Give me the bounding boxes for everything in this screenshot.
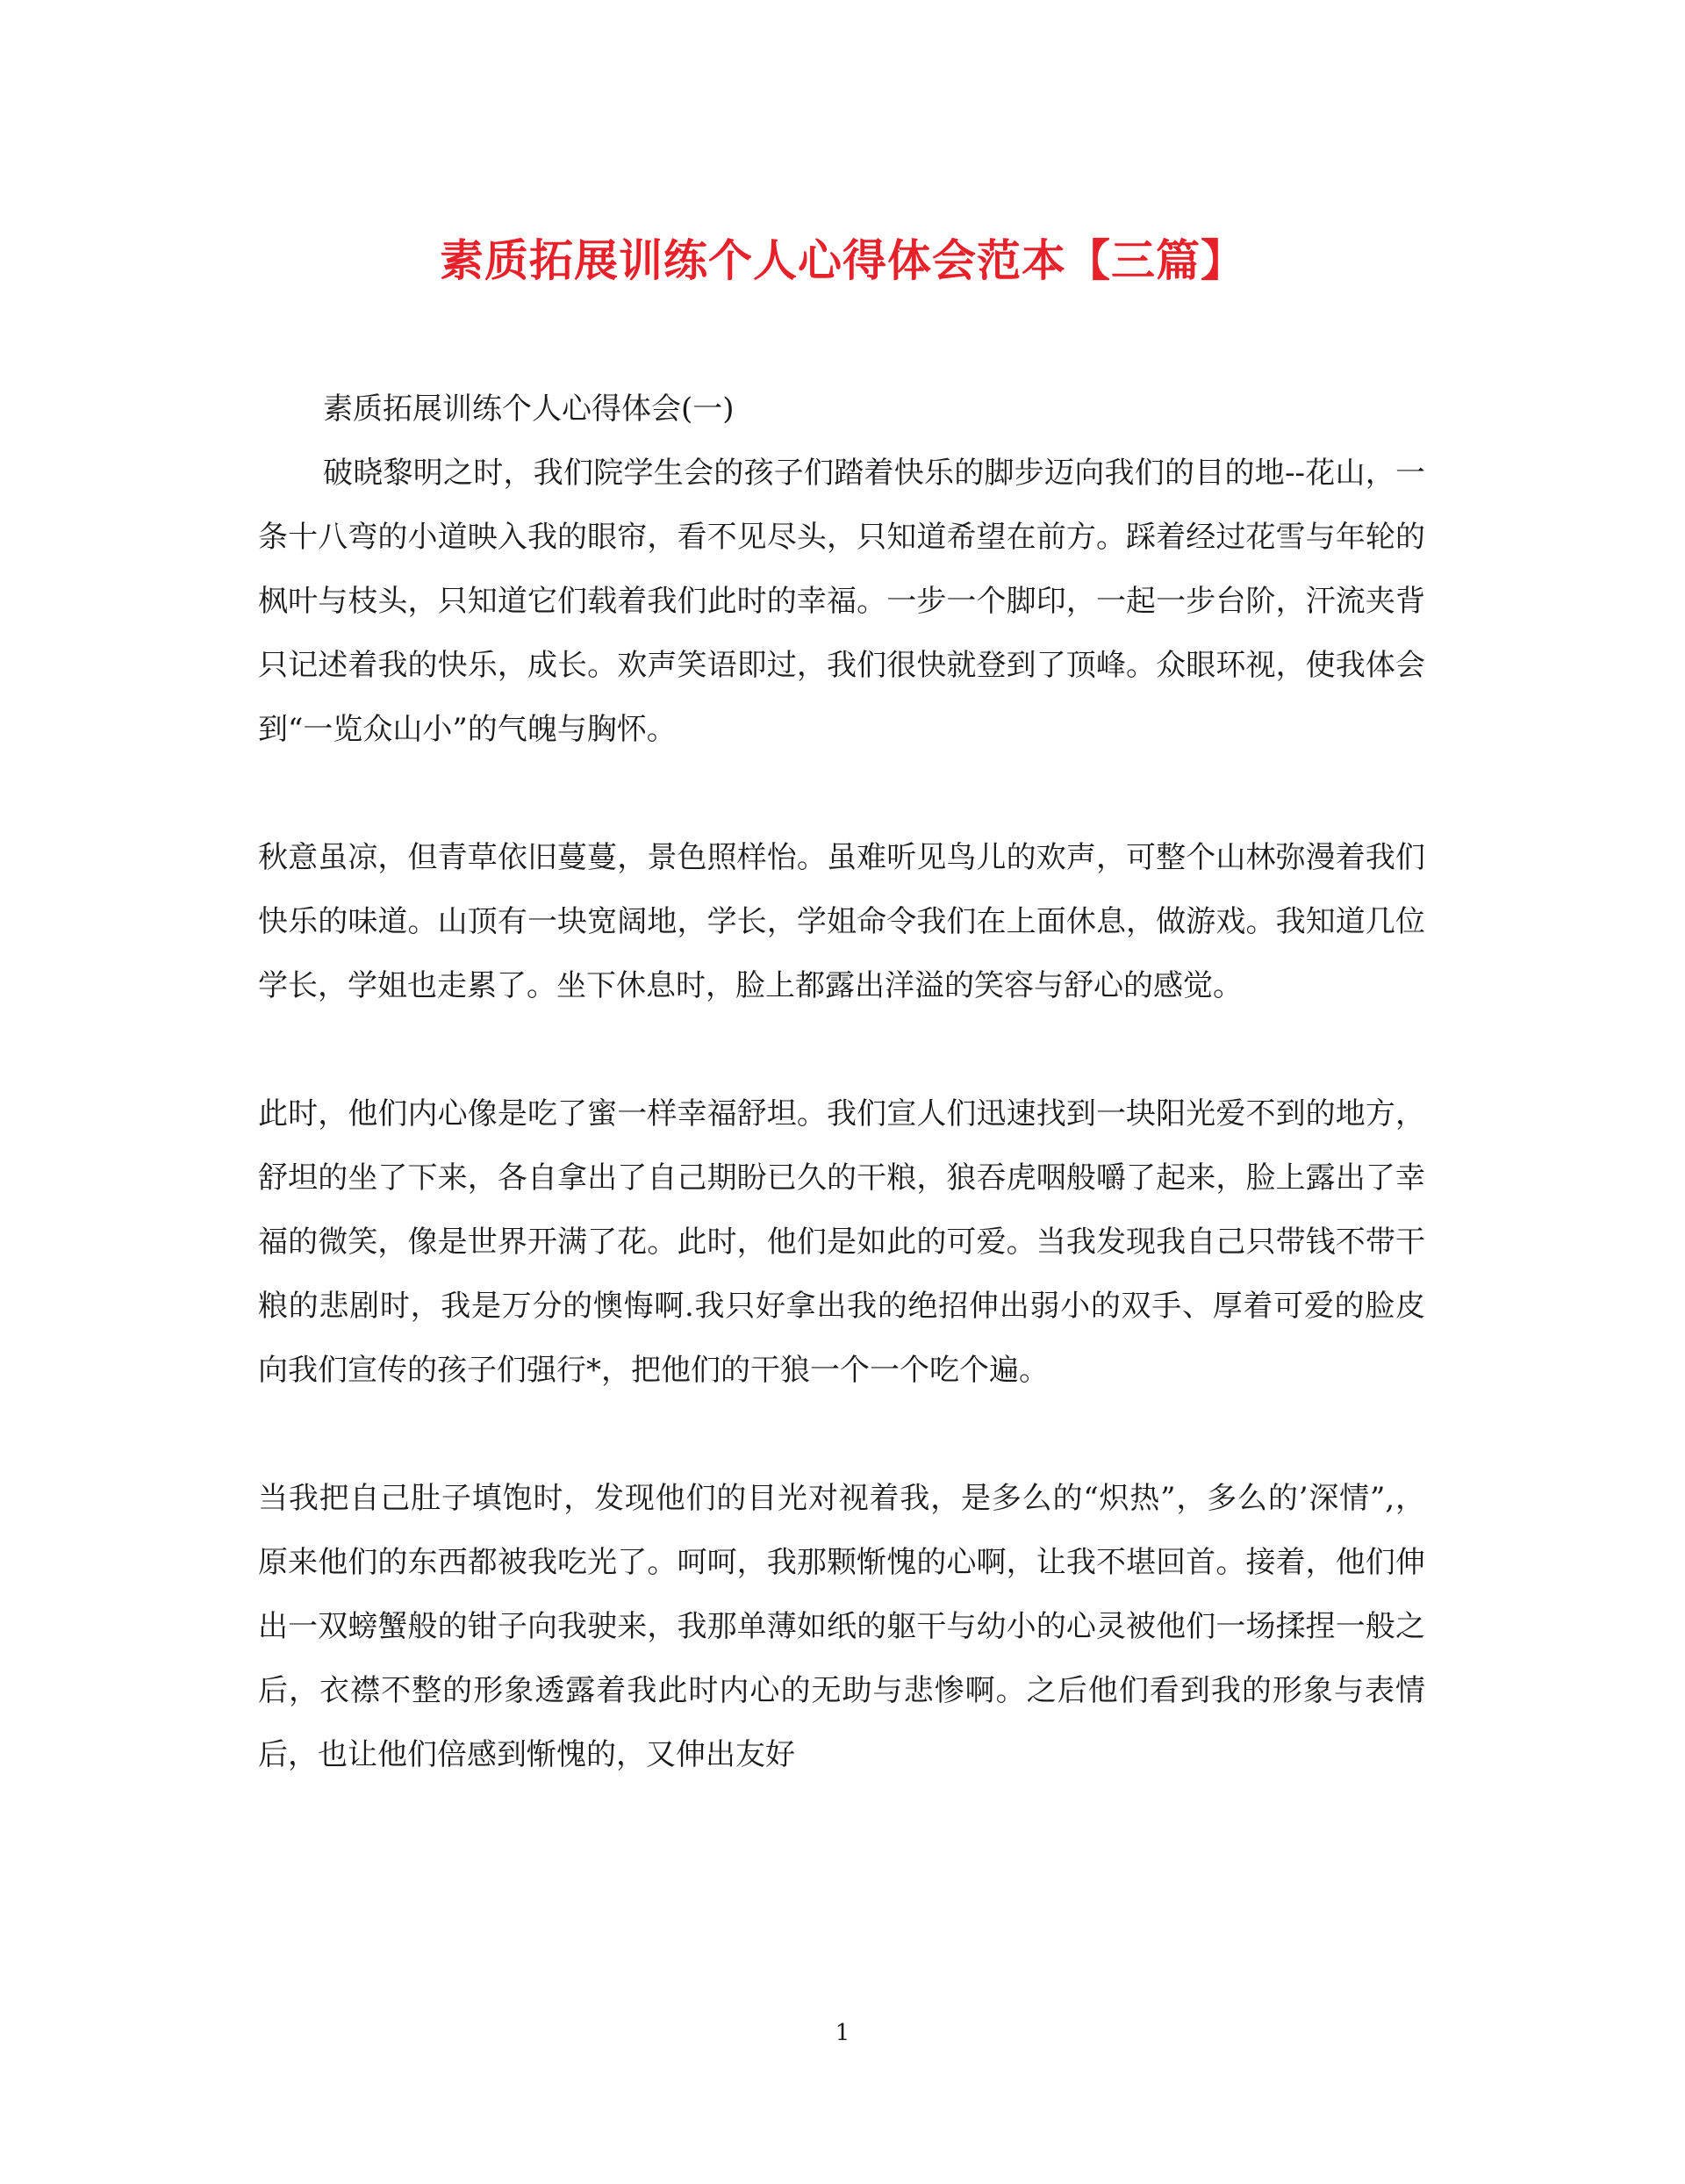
document-body <box>258 377 1425 1787</box>
page-number: 1 <box>835 2020 850 2046</box>
paragraph: 当我把自己肚子填饱时，发现他们的目光对视着我，是多么的“炽热”，多么的’深情”,，原来他们的东西都被我吃光了。呵呵，我那颗惭愧的心啊，让我不堪回首。接着，他们伸出一双螃蟹般的钳子向我驶来，我那单薄如纸的躯干与幼小的心灵被他们一场揉捏一般之后，衣襟不整的形象透露着我此时内心的无助与悲惨啊。之后他们看到我的形象与表情后，也让他们倍感到惭愧的，又伸出友好 <box>258 1481 1425 1772</box>
paragraph: 破晓黎明之时，我们院学生会的孩子们踏着快乐的脚步迈向我们的目的地--花山，一条十八弯的小道映入我的眼帘，看不见尽头，只知道希望在前方。踩着经过花雪与年轮的枫叶与枝头，只知道它们载着我们此时的幸福。一步一个脚印，一起一步台阶，汗流夹背只记述着我的快乐，成长。欢声笑语即过，我们很快就登到了顶峰。众眼环视，使我体会到“一览众山小”的气魄与胸怀。 <box>258 456 1425 747</box>
paragraph: 秋意虽凉，但青草依旧蔓蔓，景色照样怡。虽难听见鸟儿的欢声，可整个山林弥漫着我们快乐的味道。山顶有一块宽阔地，学长，学姐命令我们在上面休息，做游戏。我知道几位学长，学姐也走累了。坐下休息时，脸上都露出洋溢的笑容与舒心的感觉。 <box>258 840 1425 1003</box>
paragraph: 此时，他们内心像是吃了蜜一样幸福舒坦。我们宣人们迅速找到一块阳光爱不到的地方，舒坦的坐了下来，各自拿出了自己期盼已久的干粮，狼吞虎咽般嚼了起来，脸上露出了幸福的微笑，像是世界开满了花。此时，他们是如此的可爱。当我发现我自己只带钱不带干粮的悲剧时，我是万分的懊悔啊.我只好拿出我的绝招伸出弱小的双手、厚着可爱的脸皮向我们宣传的孩子们强行*，把他们的干狼一个一个吃个遍。 <box>258 1096 1425 1388</box>
section-subheading: 素质拓展训练个人心得体会(一) <box>323 392 735 427</box>
document-title: 素质拓展训练个人心得体会范本【三篇】 <box>440 234 1245 286</box>
